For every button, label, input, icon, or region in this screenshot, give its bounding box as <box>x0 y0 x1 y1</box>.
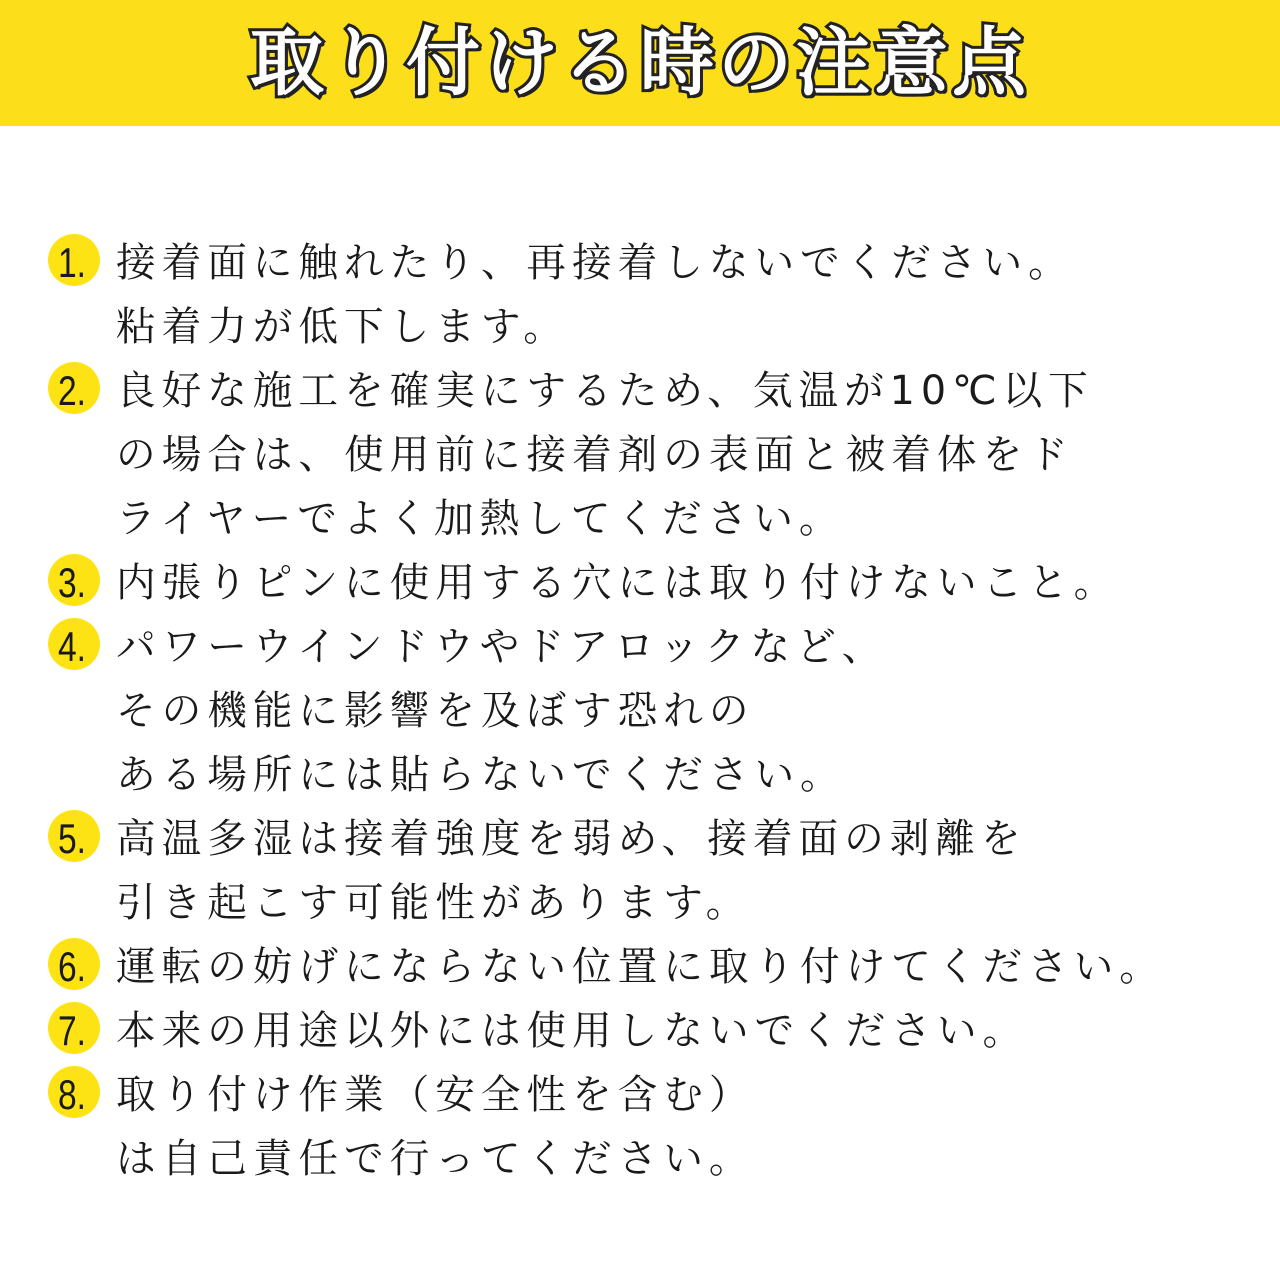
item-text <box>116 551 1276 615</box>
item-number: 7. <box>58 1007 87 1054</box>
caution-item <box>46 551 1276 615</box>
item-text-line: 高温多湿は接着強度を弱め、接着面の剥離を <box>116 816 1027 862</box>
item-text <box>116 615 1276 807</box>
caution-item <box>46 231 1276 359</box>
item-number-marker <box>46 231 116 295</box>
item-number: 3. <box>58 559 87 606</box>
item-text-line: 取り付け作業（安全性を含む） <box>116 1072 755 1118</box>
item-text-line: 引き起こす可能性があります。 <box>116 880 752 926</box>
caution-item <box>46 935 1276 999</box>
item-number-marker <box>46 615 116 679</box>
item-text <box>116 807 1276 935</box>
title-banner <box>0 0 1280 126</box>
item-number: 6. <box>58 943 87 990</box>
caution-item <box>46 1063 1276 1191</box>
item-text <box>116 359 1276 551</box>
caution-item <box>46 615 1276 807</box>
item-number: 5. <box>58 815 87 862</box>
item-number: 1. <box>58 239 87 286</box>
item-number-marker <box>46 999 116 1063</box>
caution-item <box>46 359 1276 551</box>
page-title: 取り付ける時の注意点 <box>250 20 1030 106</box>
item-text-line: の場合は、使用前に接着剤の表面と被着体をド <box>116 432 1074 478</box>
item-number: 4. <box>58 623 87 670</box>
item-text <box>116 999 1276 1063</box>
item-text-line: ライヤーでよく加熱してください。 <box>116 496 845 542</box>
item-text-line: 接着面に触れたり、再接着しないでください。 <box>116 240 1074 286</box>
item-number-marker <box>46 935 116 999</box>
item-number: 8. <box>58 1071 87 1118</box>
item-text-line: 良好な施工を確実にするため、気温が10℃以下 <box>116 368 1094 414</box>
item-text-line: 運転の妨げにならない位置に取り付けてください。 <box>116 944 1165 990</box>
item-text-line: パワーウインドウやドアロックなど、 <box>116 624 888 670</box>
item-number-marker <box>46 551 116 615</box>
item-number-marker <box>46 1063 116 1127</box>
item-text-line: 本来の用途以外には使用しないでください。 <box>116 1008 1029 1054</box>
item-text-line: は自己責任で行ってください。 <box>116 1136 755 1182</box>
item-text-line: 粘着力が低下します。 <box>116 304 569 350</box>
item-text <box>116 935 1276 999</box>
item-number-marker <box>46 359 116 423</box>
item-text <box>116 231 1276 359</box>
caution-item <box>46 999 1276 1063</box>
caution-item <box>46 807 1276 935</box>
item-number-marker <box>46 807 116 871</box>
item-text-line: 内張りピンに使用する穴には取り付けないこと。 <box>116 560 1120 606</box>
item-text-line: ある場所には貼らないでください。 <box>116 752 846 798</box>
item-number: 2. <box>58 367 87 414</box>
caution-list <box>46 231 1276 1191</box>
item-text-line: その機能に影響を及ぼす恐れの <box>116 688 755 734</box>
item-text <box>116 1063 1276 1191</box>
